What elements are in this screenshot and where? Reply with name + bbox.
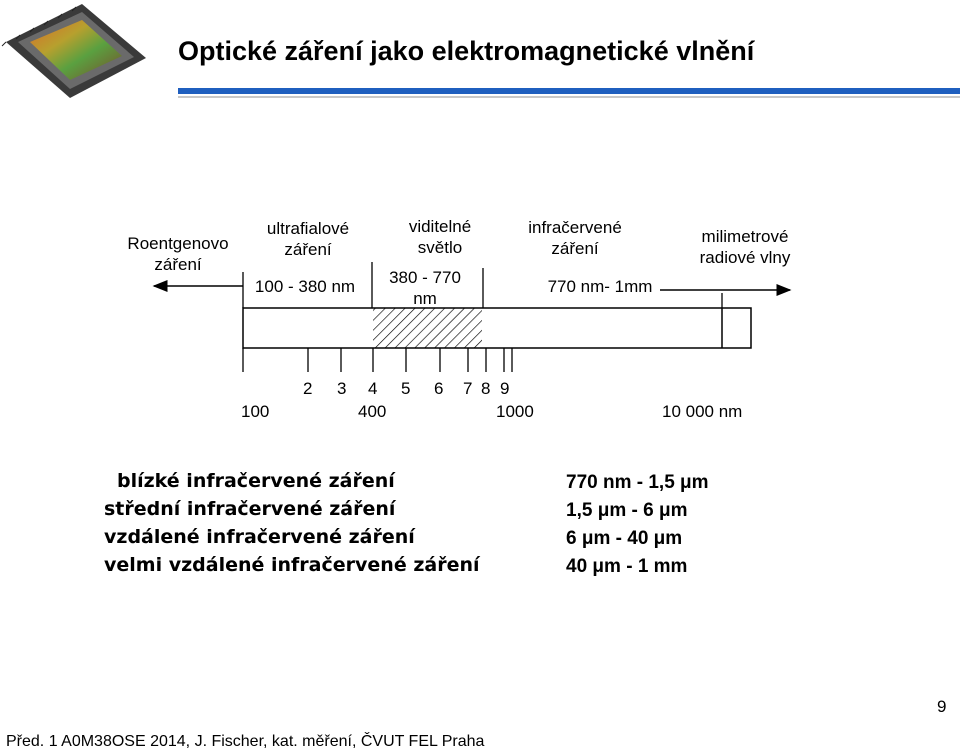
visible-band-hatch (373, 308, 482, 348)
millimeter-label-line1: milimetrové (701, 227, 789, 246)
tick-label-1000: 1000 (496, 402, 534, 421)
uv-range: 100 - 380 nm (254, 277, 356, 296)
xray-label-line1: Roentgenovo (127, 234, 229, 253)
tick-label-8: 8 (481, 379, 491, 398)
tick-label-9: 9 (500, 379, 510, 398)
visible-range-line1: 380 - 770 (389, 268, 461, 287)
ir-band-name-near: blízké infračervené záření (117, 470, 395, 492)
infrared-label-line2: záření (551, 239, 599, 258)
ir-band-range-near: 770 nm - 1,5 μm (566, 472, 709, 493)
uv-label-line1: ultrafialové (266, 219, 350, 238)
tick-label-2: 2 (303, 379, 313, 398)
tick-label-3: 3 (337, 379, 347, 398)
ir-band-name-very-far: velmi vzdálené infračervené záření (104, 554, 480, 576)
tick-label-6: 6 (434, 379, 444, 398)
ir-band-range-very-far: 40 μm - 1 mm (566, 556, 688, 577)
ir-band-range-mid: 1,5 μm - 6 μm (566, 500, 688, 521)
tick-label-400: 400 (358, 402, 387, 421)
uv-label-line2: záření (284, 240, 332, 259)
visible-range-line2: nm (413, 289, 437, 308)
infrared-label-line1: infračervené (528, 218, 622, 237)
visible-label-line2: světlo (417, 238, 463, 257)
infrared-range: 770 nm- 1mm (547, 277, 653, 296)
ir-band-range-far: 6 μm - 40 μm (566, 528, 683, 549)
tick-label-7: 7 (463, 379, 473, 398)
tick-label-4: 4 (368, 379, 378, 398)
ir-band-name-mid: střední infračervené záření (104, 498, 396, 520)
page-number: 9 (937, 697, 947, 716)
xray-label-line2: záření (154, 255, 202, 274)
footer-text: Před. 1 A0M38OSE 2014, J. Fischer, kat. měření, ČVUT FEL Praha (6, 733, 485, 750)
visible-label-line1: viditelné (408, 217, 472, 236)
millimeter-label-line2: radiové vlny (699, 248, 791, 267)
page-title: Optické záření jako elektromagnetické vlnění (178, 36, 755, 66)
tick-label-5: 5 (401, 379, 411, 398)
spectrum-bar (243, 308, 751, 348)
tick-label-10000: 10 000 nm (662, 402, 743, 421)
tick-label-100: 100 (241, 402, 270, 421)
ir-band-name-far: vzdálené infračervené záření (104, 526, 415, 548)
